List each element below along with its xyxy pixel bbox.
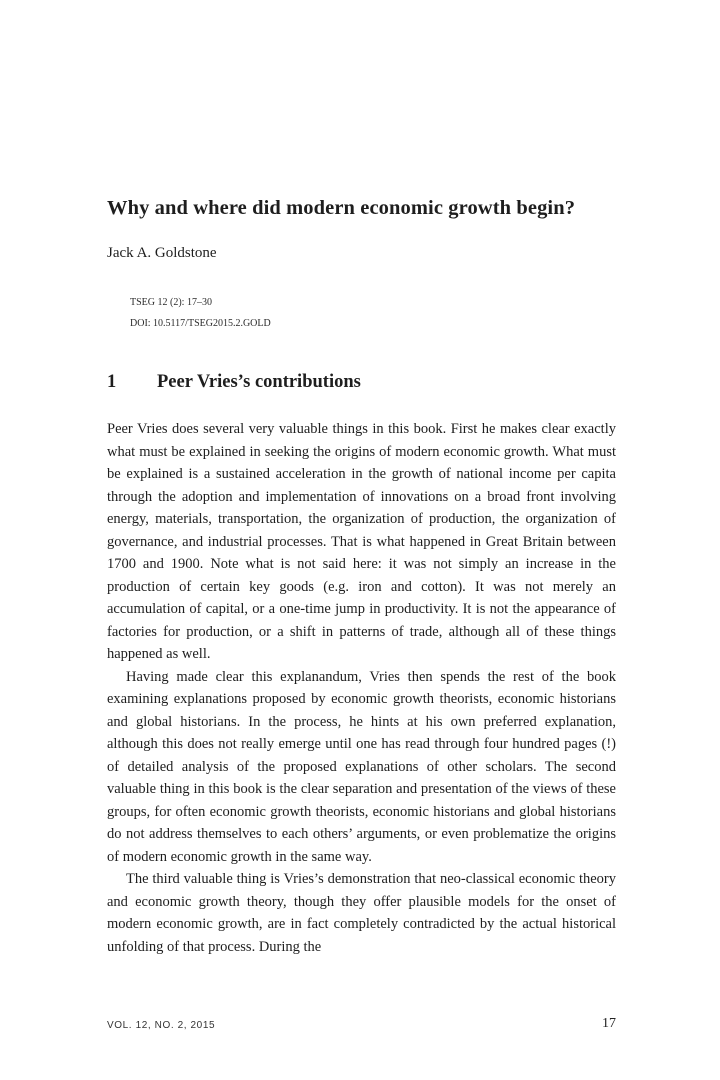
section-heading — [107, 372, 361, 393]
article-author: Jack A. Goldstone — [107, 245, 217, 261]
body-paragraph: The third valuable thing is Vries’s demonstration that neo-classical economic theory and economic growth theory, though they offer plausible models for the onset of modern economic growth, are in fact completely contradicted by the actual historical unfolding of that process. During the — [107, 871, 616, 955]
article-title: Why and where did modern economic growth begin? — [107, 197, 576, 219]
page-number: 17 — [602, 1016, 616, 1031]
article-metadata — [130, 292, 271, 334]
section-title: Peer Vries’s contributions — [157, 372, 361, 392]
body-paragraph: Having made clear this explanandum, Vries then spends the rest of the book examining explanations proposed by economic growth theorists, economic historians and global historians. In the process, he hints at his own preferred explanation, although this does not really emerge until one has read through four hundred pages (!) of detailed analysis of the proposed explanations of other scholars. The second valuable thing in this book is the clear separation and presentation of the views of these groups, for often economic growth theorists, economic historians and global historians do not address themselves to each others’ arguments, or even problematize the origins of modern economic growth in the same way. — [107, 668, 616, 865]
section-number: 1 — [107, 372, 117, 392]
article-body — [107, 418, 616, 958]
article-citation: TSEG 12 (2): 17–30 — [130, 297, 212, 308]
article-doi: DOI: 10.5117/TSEG2015.2.GOLD — [130, 318, 271, 329]
journal-issue: VOL. 12, NO. 2, 2015 — [107, 1020, 216, 1031]
body-paragraph: Peer Vries does several very valuable things in this book. First he makes clear exactly what must be explained in seeking the origins of modern economic growth. What must be explained is a sustained acceleration in the growth of national income per capita through the adoption and implementation of innovations on a broad front involving energy, materials, transportation, the organization of production, the organization of governance, and industrial processes. That is what happened in Great Britain between 1700 and 1900. Note what is not said here: it was not simply an increase in the production of certain key goods (e.g. iron and cotton). It was not merely an accumulation of capital, or a one-time jump in productivity. It is not the appearance of factories for production, or a shift in patterns of trade, although all of these things happened as well. — [107, 421, 616, 662]
